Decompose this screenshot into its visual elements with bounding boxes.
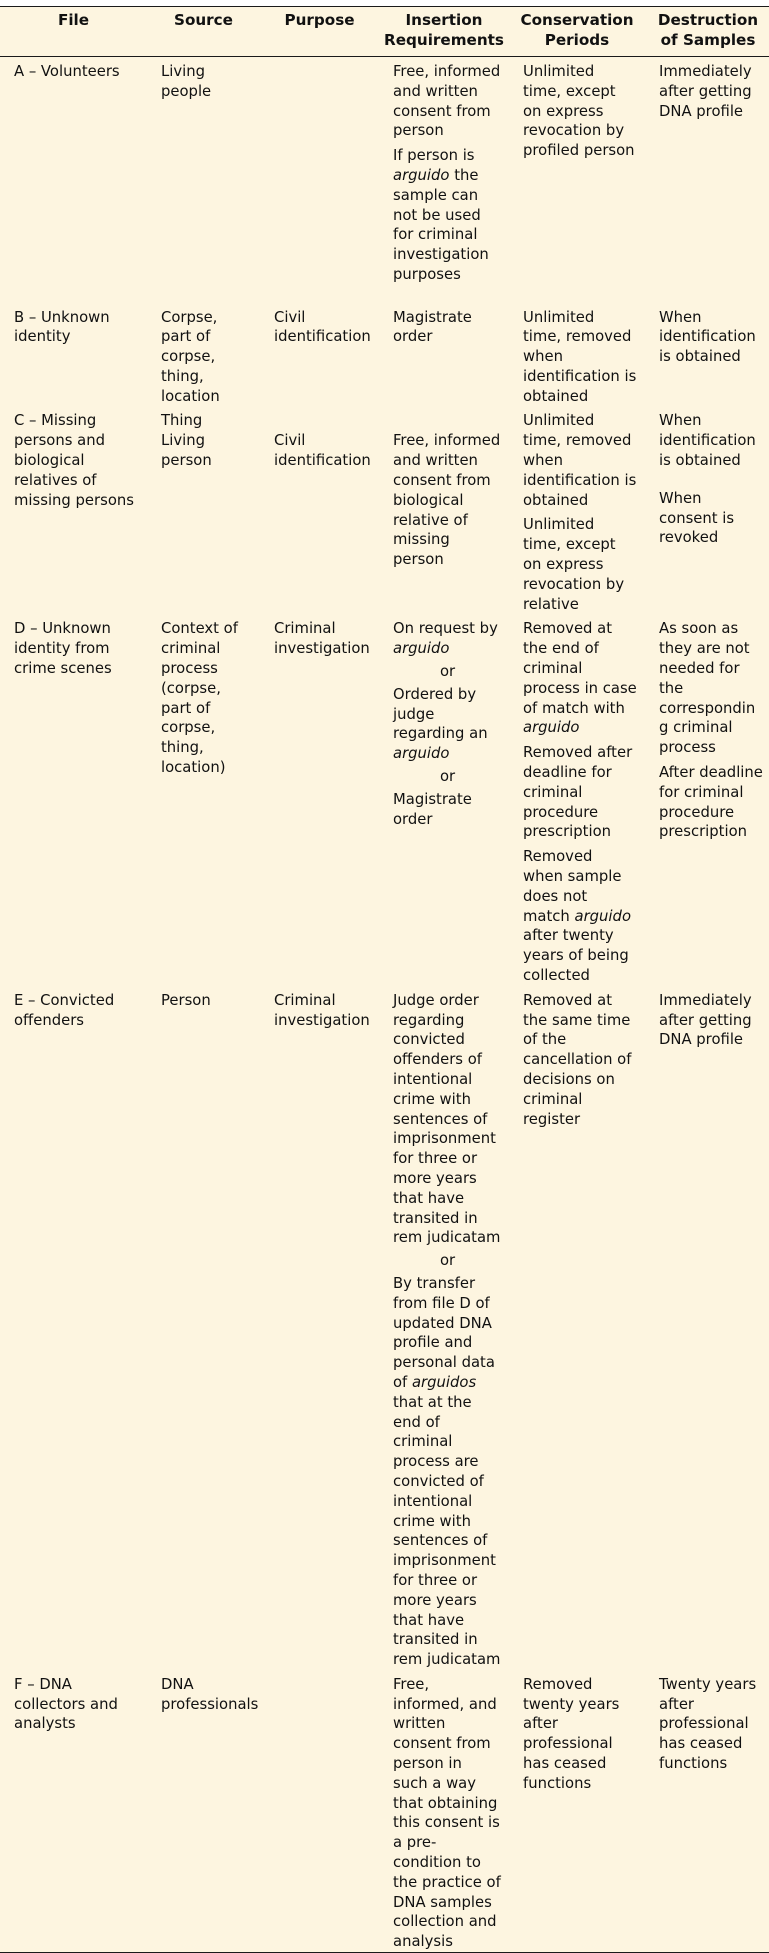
header-insertion: Insertion Requirements: [379, 7, 509, 57]
source-text: Thing: [161, 412, 203, 430]
header-row: [0, 7, 769, 57]
cell-source: [147, 406, 260, 614]
source-text: Living person: [161, 432, 212, 470]
insertion-text: By transfer from file D of updated DNA profile and personal data of arguidos that at the end of criminal process are convicted of intentional crime with sentences of imprisonment for three or more years that have transited in rem judicatam: [393, 1274, 501, 1669]
cell-insertion: [379, 986, 509, 1670]
cell-purpose: [260, 57, 379, 303]
cell-destruction: Immediately after getting DNA profile: [659, 991, 752, 1049]
header-purpose: Purpose: [260, 7, 379, 57]
cell-source: Person: [161, 991, 211, 1009]
conservation-text: Removed after deadline for criminal procedure prescription: [523, 744, 633, 841]
conservation-text: Removed when sample does not match arguido after twenty years of being collected: [523, 848, 631, 984]
or-separator: or: [440, 768, 456, 786]
cell-insertion: Free, informed, and written consent from person in such a way that obtaining this consent is a pre-condition to the practice of DNA samples collection and analysis: [379, 1670, 509, 1953]
cell-destruction: [645, 406, 769, 614]
or-separator: or: [440, 663, 456, 681]
table-row-c: [0, 406, 769, 614]
destruction-text: After deadline for criminal procedure prescription: [659, 764, 763, 841]
insertion-text: Free, informed and written consent from biological relative of missing person: [393, 432, 501, 569]
cell-purpose: Criminal investigation: [274, 620, 370, 658]
header-source: Source: [147, 7, 260, 57]
insertion-text: Judge order regarding convicted offenders of intentional crime with sentences of imprisonment for three or more years that have transited in rem judicatam: [393, 991, 501, 1247]
header-destruction: Destruction of Samples: [645, 7, 769, 57]
cell-file: F – DNA collectors and analysts: [0, 1670, 147, 1953]
conservation-text: Removed at the end of criminal process in case of match with arguido: [523, 620, 637, 737]
cell-conservation: [509, 614, 645, 985]
conservation-text: Unlimited time, removed when identification is obtained: [523, 412, 637, 509]
cell-purpose: Civil identification: [274, 308, 371, 346]
header-conservation: Conservation Periods: [509, 7, 645, 57]
cell-conservation: Removed twenty years after professional has ceased functions: [509, 1670, 645, 1953]
cell-file: A – Volunteers: [14, 63, 120, 80]
cell-conservation: [509, 406, 645, 614]
cell-source: Corpse, part of corpse, thing, location: [161, 308, 220, 405]
table-row-f: [0, 1670, 769, 1953]
cell-destruction: When identification is obtained: [659, 308, 756, 366]
conservation-text: Unlimited time, except on express revocation by relative: [523, 516, 625, 613]
cell-destruction: Immediately after getting DNA profile: [659, 63, 752, 120]
cell-insertion: [379, 614, 509, 985]
destruction-text: When consent is revoked: [659, 489, 735, 547]
dna-files-table: [0, 6, 769, 1953]
or-separator: or: [440, 1252, 456, 1270]
header-file: File: [0, 7, 147, 57]
insertion-text: Magistrate order: [393, 790, 472, 828]
cell-insertion: Magistrate order: [393, 308, 472, 346]
destruction-text: When identification is obtained: [659, 412, 756, 470]
table-row-b: [0, 303, 769, 407]
cell-destruction: Twenty years after professional has ceased functions: [645, 1670, 769, 1953]
insertion-text: Ordered by judge regarding an arguido: [393, 685, 488, 763]
cell-conservation: Removed at the same time of the cancellation of decisions on criminal register: [523, 991, 632, 1128]
cell-purpose: [260, 1670, 379, 1953]
cell-insertion: [379, 57, 509, 303]
table-row-a: [0, 57, 769, 303]
insertion-text: If person is arguido the sample can not be used for criminal investigation purposes: [393, 147, 489, 283]
cell-file: D – Unknown identity from crime scenes: [14, 620, 112, 678]
table-row-d: [0, 614, 769, 985]
cell-file: B – Unknown identity: [14, 308, 110, 346]
cell-purpose: Criminal investigation: [274, 991, 370, 1029]
cell-conservation: Unlimited time, except on express revocation by profiled person: [523, 63, 635, 160]
insertion-text: On request by arguido: [393, 620, 498, 658]
cell-conservation: Unlimited time, removed when identification is obtained: [523, 308, 637, 405]
cell-source: DNA professionals: [147, 1670, 260, 1953]
cell-insertion: [379, 406, 509, 614]
cell-source: Context of criminal process (corpse, part of corpse, thing, location): [161, 620, 238, 777]
cell-purpose: [260, 406, 379, 614]
cell-file: E – Convicted offenders: [14, 991, 115, 1029]
insertion-text: Free, informed and written consent from person: [393, 63, 501, 140]
destruction-text: As soon as they are not needed for the correspondin g criminal process: [659, 620, 756, 757]
cell-file: C – Missing persons and biological relatives of missing persons: [14, 412, 134, 509]
cell-source: Living people: [161, 63, 212, 100]
table-row-e: [0, 986, 769, 1670]
cell-destruction: [645, 614, 769, 985]
purpose-text: Civil identification: [274, 432, 371, 470]
